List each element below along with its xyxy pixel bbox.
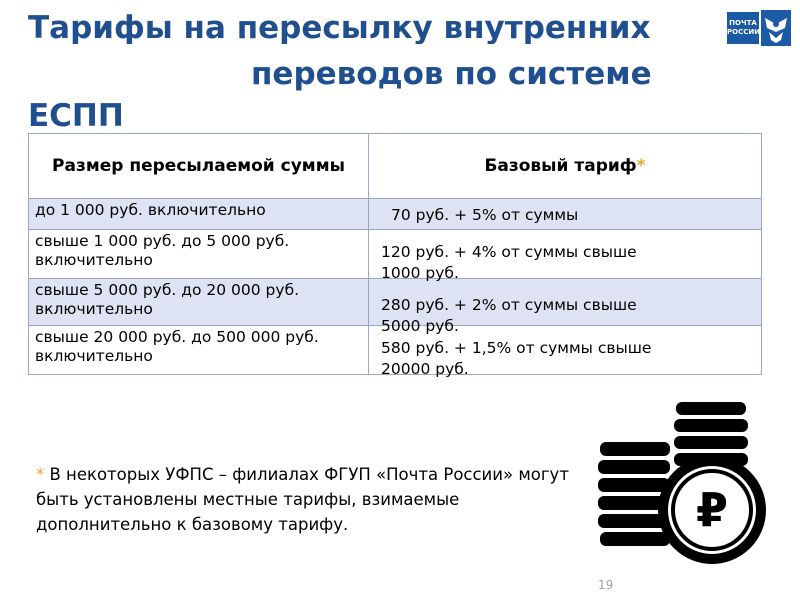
title-line-3: ЕСПП	[28, 98, 124, 134]
range-text: свыше 1 000 руб. до 5 000 руб. включительно	[35, 232, 290, 269]
tariff-text	[369, 338, 761, 380]
table-row	[29, 230, 762, 279]
ruble-symbol: ₽	[695, 483, 729, 537]
tariff-text	[369, 242, 761, 284]
tariff-text-line-1: 120 руб. + 4% от суммы свыше	[381, 243, 637, 261]
page-number: 19	[598, 578, 614, 592]
range-cell	[29, 279, 369, 326]
range-text: свыше 20 000 руб. до 500 000 руб. включительно	[35, 328, 319, 365]
logo-text-block	[727, 12, 759, 44]
logo-text-line-2: РОССИИ	[727, 28, 761, 36]
russian-post-logo	[727, 10, 791, 46]
range-cell	[29, 230, 369, 279]
tariff-text-line-1: 280 руб. + 2% от суммы свыше	[381, 296, 637, 314]
coin-stack-icon	[598, 402, 770, 564]
footnote	[36, 462, 576, 537]
title-line-1: Тарифы на пересылку внутренних	[28, 13, 651, 44]
tariff-cell	[369, 279, 762, 335]
range-text: свыше 5 000 руб. до 20 000 руб. включительно	[35, 281, 300, 318]
tariff-cell	[369, 230, 762, 282]
range-text: до 1 000 руб. включительно	[35, 201, 266, 219]
table-row	[29, 199, 762, 230]
eagle-emblem-icon	[761, 10, 791, 46]
header-amount-label: Размер пересылаемой суммы	[52, 156, 345, 176]
tariff-text-line-1: 70 руб. + 5% от суммы	[391, 206, 579, 224]
table-row	[29, 279, 762, 326]
tariffs-table	[28, 133, 762, 378]
tariff-text	[369, 295, 761, 337]
tariff-text-line-2: 5000 руб.	[381, 317, 459, 335]
header-amount	[29, 134, 369, 199]
tariff-text	[369, 205, 761, 226]
table-header-row	[29, 134, 762, 199]
tariff-text-line-2: 1000 руб.	[381, 264, 459, 282]
header-asterisk: *	[636, 156, 646, 176]
range-cell	[29, 199, 369, 230]
footnote-text: В некоторых УФПС – филиалах ФГУП «Почта России» могут быть установлены местные тарифы, взимаемые дополнительно к базовому тарифу.	[36, 465, 569, 534]
title-line-2: переводов по системе	[251, 56, 652, 92]
tariff-text-line-1: 580 руб. + 1,5% от суммы свыше	[381, 339, 652, 357]
header-tariff	[369, 134, 762, 199]
logo-text-line-1: ПОЧТА	[729, 19, 757, 27]
header-tariff-label: Базовый тариф	[484, 156, 637, 176]
tariff-text-line-2: 20000 руб.	[381, 360, 469, 378]
footnote-asterisk: *	[36, 465, 45, 484]
tariff-cell	[369, 199, 762, 230]
range-cell	[29, 326, 369, 375]
